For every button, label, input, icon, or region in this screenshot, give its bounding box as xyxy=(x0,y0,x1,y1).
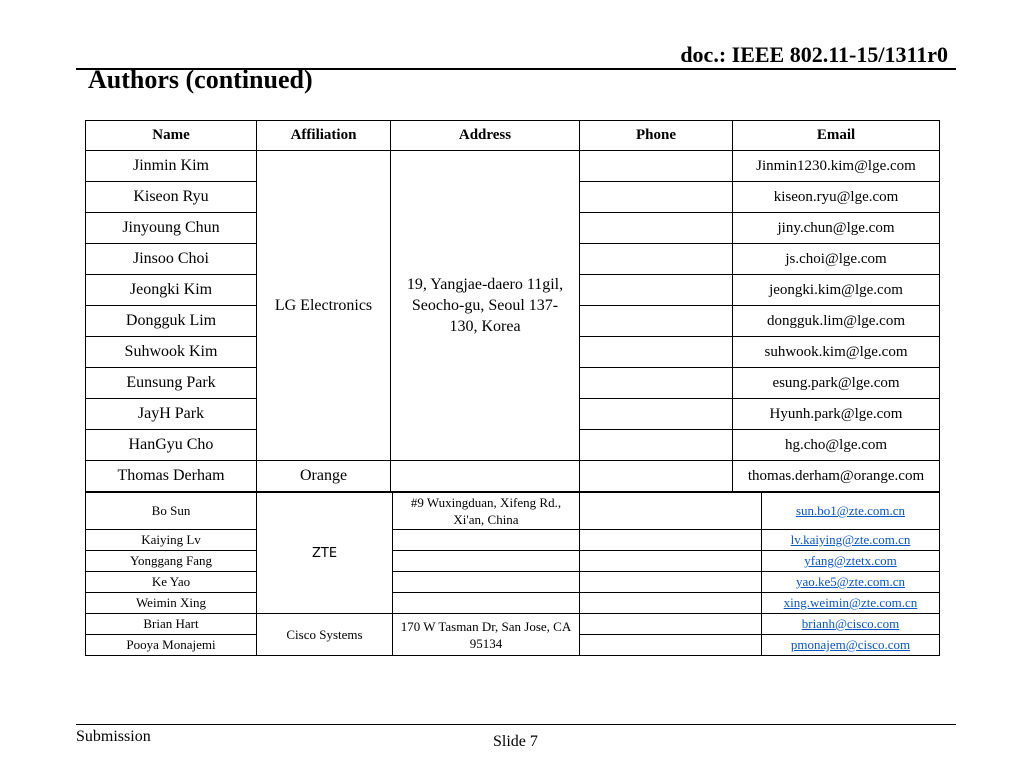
email-link[interactable]: yfang@ztetx.com xyxy=(804,553,897,568)
author-phone xyxy=(580,275,733,306)
author-phone xyxy=(580,614,762,635)
author-name: Jinsoo Choi xyxy=(86,244,257,275)
author-address xyxy=(393,551,580,572)
author-name: Jinyoung Chun xyxy=(86,213,257,244)
table-row xyxy=(86,493,940,530)
author-address: 19, Yangjae-daero 11gil, Seocho-gu, Seoul 137-130, Korea xyxy=(391,151,580,461)
author-email: jiny.chun@lge.com xyxy=(733,213,940,244)
author-phone xyxy=(580,399,733,430)
author-affiliation: Orange xyxy=(257,461,391,492)
author-name: Brian Hart xyxy=(86,614,257,635)
author-email[interactable] xyxy=(762,530,940,551)
email-link[interactable]: brianh@cisco.com xyxy=(801,616,900,631)
email-link[interactable]: pmonajem@cisco.com xyxy=(790,637,911,652)
author-email: dongguk.lim@lge.com xyxy=(733,306,940,337)
author-email[interactable] xyxy=(762,614,940,635)
email-link[interactable]: lv.kaiying@zte.com.cn xyxy=(790,532,911,547)
author-name: Ke Yao xyxy=(86,572,257,593)
slide-number: Slide 7 xyxy=(493,733,538,750)
author-name: Dongguk Lim xyxy=(86,306,257,337)
author-email: kiseon.ryu@lge.com xyxy=(733,182,940,213)
author-phone xyxy=(580,551,762,572)
author-phone xyxy=(580,306,733,337)
author-address xyxy=(393,530,580,551)
author-phone xyxy=(580,430,733,461)
email-link[interactable]: yao.ke5@zte.com.cn xyxy=(795,574,906,589)
author-email[interactable] xyxy=(762,635,940,656)
author-email: esung.park@lge.com xyxy=(733,368,940,399)
author-name: Weimin Xing xyxy=(86,593,257,614)
table-header-row xyxy=(86,121,940,151)
author-phone xyxy=(580,635,762,656)
author-name: JayH Park xyxy=(86,399,257,430)
column-header-phone: Phone xyxy=(580,121,733,151)
author-address: 170 W Tasman Dr, San Jose, CA 95134 xyxy=(393,614,580,656)
author-name: Pooya Monajemi xyxy=(86,635,257,656)
author-phone xyxy=(580,572,762,593)
table-row xyxy=(86,593,940,614)
authors-table xyxy=(85,120,940,492)
author-name: HanGyu Cho xyxy=(86,430,257,461)
column-header-address: Address xyxy=(391,121,580,151)
author-email: jeongki.kim@lge.com xyxy=(733,275,940,306)
author-phone xyxy=(580,593,762,614)
author-phone xyxy=(580,493,762,530)
author-email: Jinmin1230.kim@lge.com xyxy=(733,151,940,182)
author-email[interactable] xyxy=(762,593,940,614)
author-email: Hyunh.park@lge.com xyxy=(733,399,940,430)
author-email[interactable] xyxy=(762,572,940,593)
author-name: Yonggang Fang xyxy=(86,551,257,572)
column-header-email: Email xyxy=(733,121,940,151)
author-name: Jinmin Kim xyxy=(86,151,257,182)
author-phone xyxy=(580,182,733,213)
footer-divider xyxy=(76,724,956,725)
authors-table-continued xyxy=(85,492,940,656)
author-email[interactable] xyxy=(762,551,940,572)
document-id: doc.: IEEE 802.11-15/1311r0 xyxy=(680,42,948,67)
table-row xyxy=(86,614,940,635)
author-address xyxy=(393,572,580,593)
author-name: Suhwook Kim xyxy=(86,337,257,368)
email-link[interactable]: xing.weimin@zte.com.cn xyxy=(783,595,918,610)
author-name: Jeongki Kim xyxy=(86,275,257,306)
table-row xyxy=(86,551,940,572)
author-name: Bo Sun xyxy=(86,493,257,530)
author-address: #9 Wuxingduan, Xifeng Rd., Xi'an, China xyxy=(393,493,580,530)
footer-submission: Submission xyxy=(76,728,151,745)
author-phone xyxy=(580,530,762,551)
author-name: Thomas Derham xyxy=(86,461,257,492)
author-email: thomas.derham@orange.com xyxy=(733,461,940,492)
author-phone xyxy=(580,151,733,182)
author-address xyxy=(391,461,580,492)
table-row xyxy=(86,572,940,593)
author-phone xyxy=(580,337,733,368)
author-phone xyxy=(580,368,733,399)
author-email: hg.cho@lge.com xyxy=(733,430,940,461)
table-row xyxy=(86,461,940,492)
author-email: suhwook.kim@lge.com xyxy=(733,337,940,368)
author-name: Kiseon Ryu xyxy=(86,182,257,213)
author-affiliation: LG Electronics xyxy=(257,151,391,461)
author-phone xyxy=(580,213,733,244)
column-header-name: Name xyxy=(86,121,257,151)
author-name: Eunsung Park xyxy=(86,368,257,399)
author-phone xyxy=(580,461,733,492)
table-row xyxy=(86,530,940,551)
email-link[interactable]: sun.bo1@zte.com.cn xyxy=(795,503,906,518)
author-affiliation: Cisco Systems xyxy=(257,614,393,656)
author-email: js.choi@lge.com xyxy=(733,244,940,275)
author-affiliation: ZTE xyxy=(257,493,393,614)
author-email[interactable] xyxy=(762,493,940,530)
author-address xyxy=(393,593,580,614)
column-header-affiliation: Affiliation xyxy=(257,121,391,151)
table-row xyxy=(86,151,940,182)
author-name: Kaiying Lv xyxy=(86,530,257,551)
author-phone xyxy=(580,244,733,275)
page-title: Authors (continued) xyxy=(88,65,313,94)
